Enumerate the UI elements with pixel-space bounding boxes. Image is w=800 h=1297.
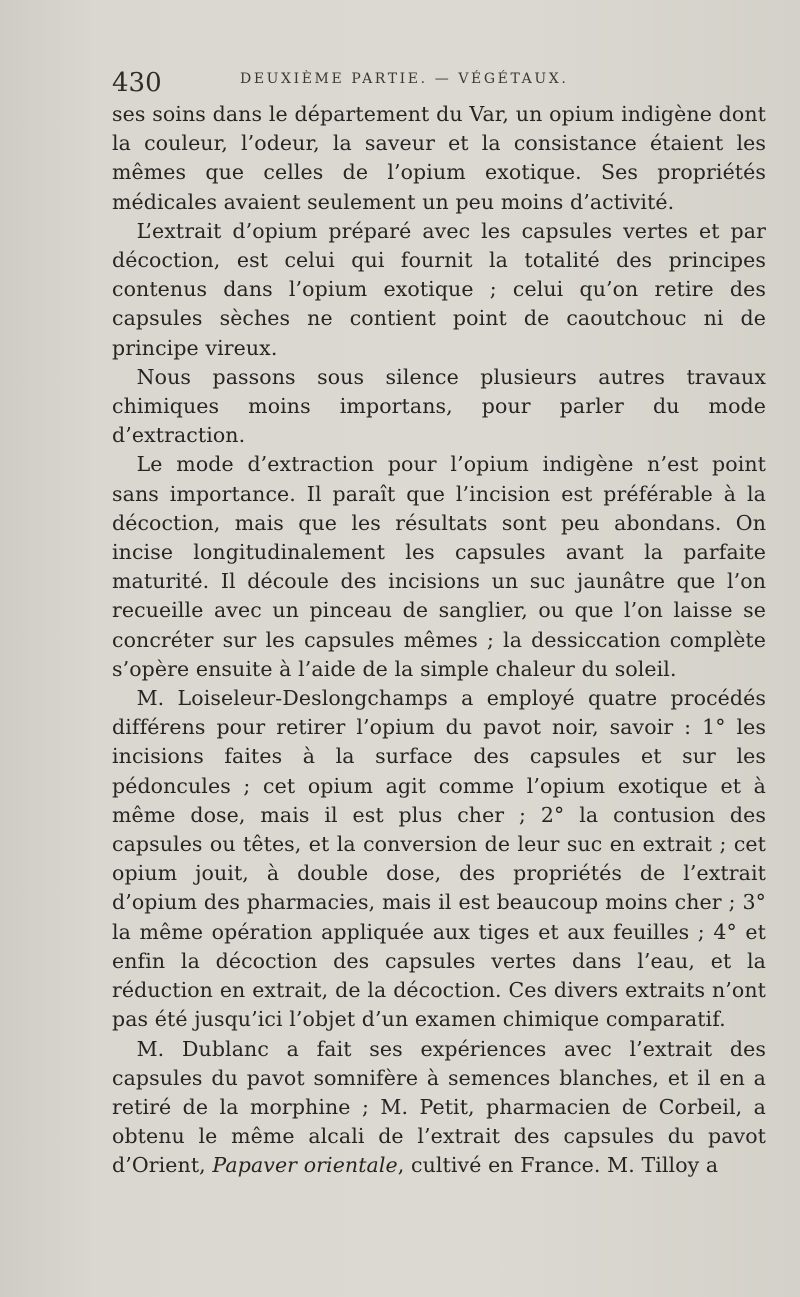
page-number: 430	[112, 68, 162, 98]
paragraph-extract: L’extrait d’opium préparé avec les capsules vertes et par décoction, est celui qui fournit la totalité des principes contenus dans l’opium exotique ; celui qu’on retire des capsules sèches ne contient point de caoutchouc ni de principe vireux.	[112, 218, 766, 360]
paragraph-loiseleur: M. Loiseleur-Deslongchamps a employé quatre procédés différens pour retirer l’opium du pavot noir, savoir : 1° les incisions faites à la surface des capsules et sur les pédoncules ; cet opium agit comme l’opium exotique et à même dose, mais il est plus cher ; 2° la contusion des capsules ou têtes, et la conversion de leur suc en extrait ; cet opium jouit, à double dose, des propriétés de l’extrait d’opium des pharmacies, mais il est beaucoup moins cher ; 3° la même opération appliquée aux tiges et aux feuilles ; 4° et enfin la décoction des capsules vertes dans l’eau, et la réduction en extrait, de la décoction. Ces divers extraits n’ont pas été jusqu’ici l’objet d’un examen chimique comparatif.	[112, 686, 766, 1032]
running-head: DEUXIÈME PARTIE. — VÉGÉTAUX.	[240, 71, 569, 87]
latin-name: Papaver orientale	[212, 1153, 398, 1178]
dublanc-text-before: M. Dublanc a fait ses expériences avec l’extrait des capsules du pavot somnifère à semences blanches, et il en a retiré de la morphine ; M. Petit, pharmacien de Corbeil, a obtenu le même alcali de l’extrait des capsules du pavot d’Orient,	[112, 1036, 766, 1178]
page-header	[112, 58, 766, 98]
paragraph-dublanc	[112, 1035, 766, 1181]
body-text	[112, 100, 766, 1181]
paragraph-chemical-works: Nous passons sous silence plusieurs autres travaux chimiques moins importans, pour parler du mode d’extraction.	[112, 364, 766, 448]
paragraph-extraction-mode: Le mode d’extraction pour l’opium indigène n’est point sans importance. Il paraît que l’incision est préférable à la décoction, mais que les résultats sont peu abondans. On incise longitudinalement les capsules avant la parfaite maturité. Il découle des incisions un suc jaunâtre que l’on recueille avec un pinceau de sanglier, ou que l’on laisse se concréter sur les capsules mêmes ; la dessiccation complète s’opère ensuite à l’aide de la simple chaleur du soleil.	[112, 452, 766, 681]
paragraph-continuation: ses soins dans le département du Var, un opium indigène dont la couleur, l’odeur, la saveur et la consistance étaient les mêmes que celles de l’opium exotique. Ses propriétés médicales avaient seulement un peu moins d’activité.	[112, 102, 766, 214]
dublanc-text-after: , cultivé en France. M. Tilloy a	[397, 1153, 719, 1178]
